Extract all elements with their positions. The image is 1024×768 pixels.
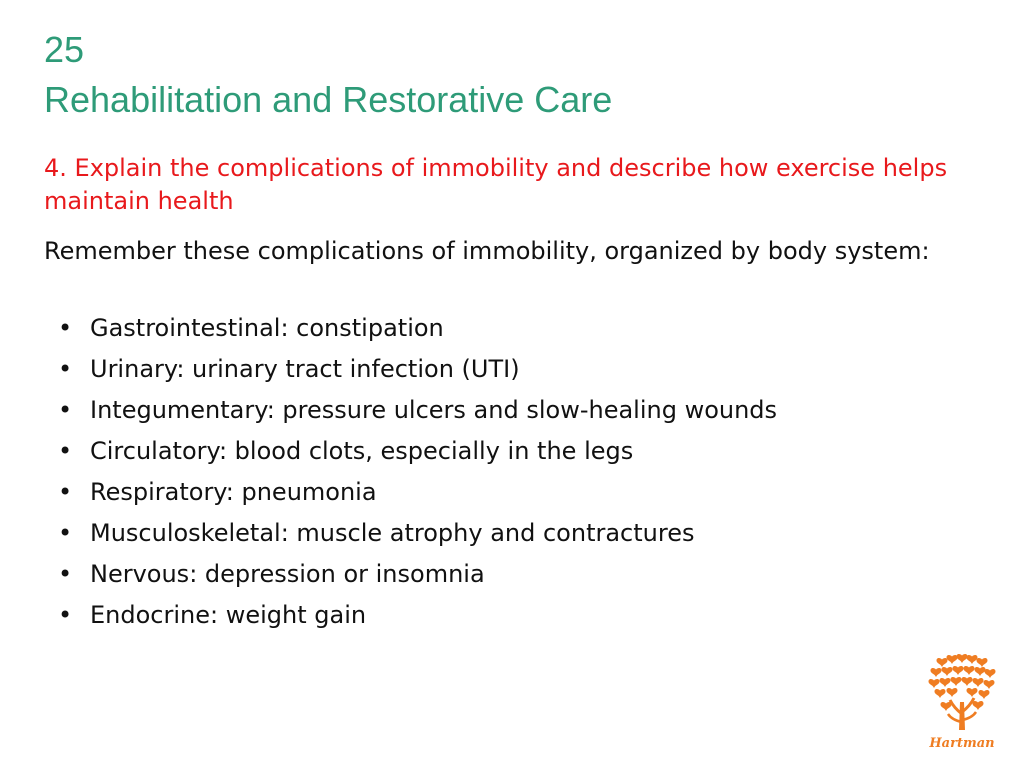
- bullet-icon: •: [58, 355, 73, 383]
- list-item: [44, 308, 777, 349]
- list-item: [44, 513, 777, 554]
- list-item: [44, 595, 777, 636]
- bullet-icon: •: [58, 560, 73, 588]
- heart-tree-icon: [922, 652, 1002, 736]
- list-item-text: Endocrine: weight gain: [90, 601, 367, 629]
- list-item: [44, 349, 777, 390]
- list-item-text: Musculoskeletal: muscle atrophy and contractures: [90, 519, 695, 547]
- list-item: [44, 390, 777, 431]
- chapter-title: Rehabilitation and Restorative Care: [44, 79, 613, 120]
- list-item-text: Integumentary: pressure ulcers and slow-healing wounds: [90, 396, 778, 424]
- list-item-text: Urinary: urinary tract infection (UTI): [90, 355, 520, 383]
- hartman-logo: [922, 652, 1002, 758]
- bullet-icon: •: [58, 396, 73, 424]
- bullet-icon: •: [58, 601, 73, 629]
- learning-objective: 4. Explain the complications of immobility and describe how exercise helps maintain health: [44, 154, 948, 215]
- bullet-icon: •: [58, 314, 73, 342]
- list-item: [44, 472, 777, 513]
- list-item: [44, 554, 777, 595]
- list-item-text: Respiratory: pneumonia: [90, 478, 377, 506]
- bullet-icon: •: [58, 478, 73, 506]
- bullet-icon: •: [58, 519, 73, 547]
- list-item-text: Circulatory: blood clots, especially in the legs: [90, 437, 634, 465]
- complications-list: [44, 308, 777, 636]
- chapter-number: 25: [44, 29, 85, 70]
- list-item-text: Nervous: depression or insomnia: [90, 560, 485, 588]
- list-item-text: Gastrointestinal: constipation: [90, 314, 444, 342]
- bullet-icon: •: [58, 437, 73, 465]
- logo-text: Hartman: [929, 736, 995, 751]
- intro-text: Remember these complications of immobility, organized by body system:: [44, 237, 930, 265]
- list-item: [44, 431, 777, 472]
